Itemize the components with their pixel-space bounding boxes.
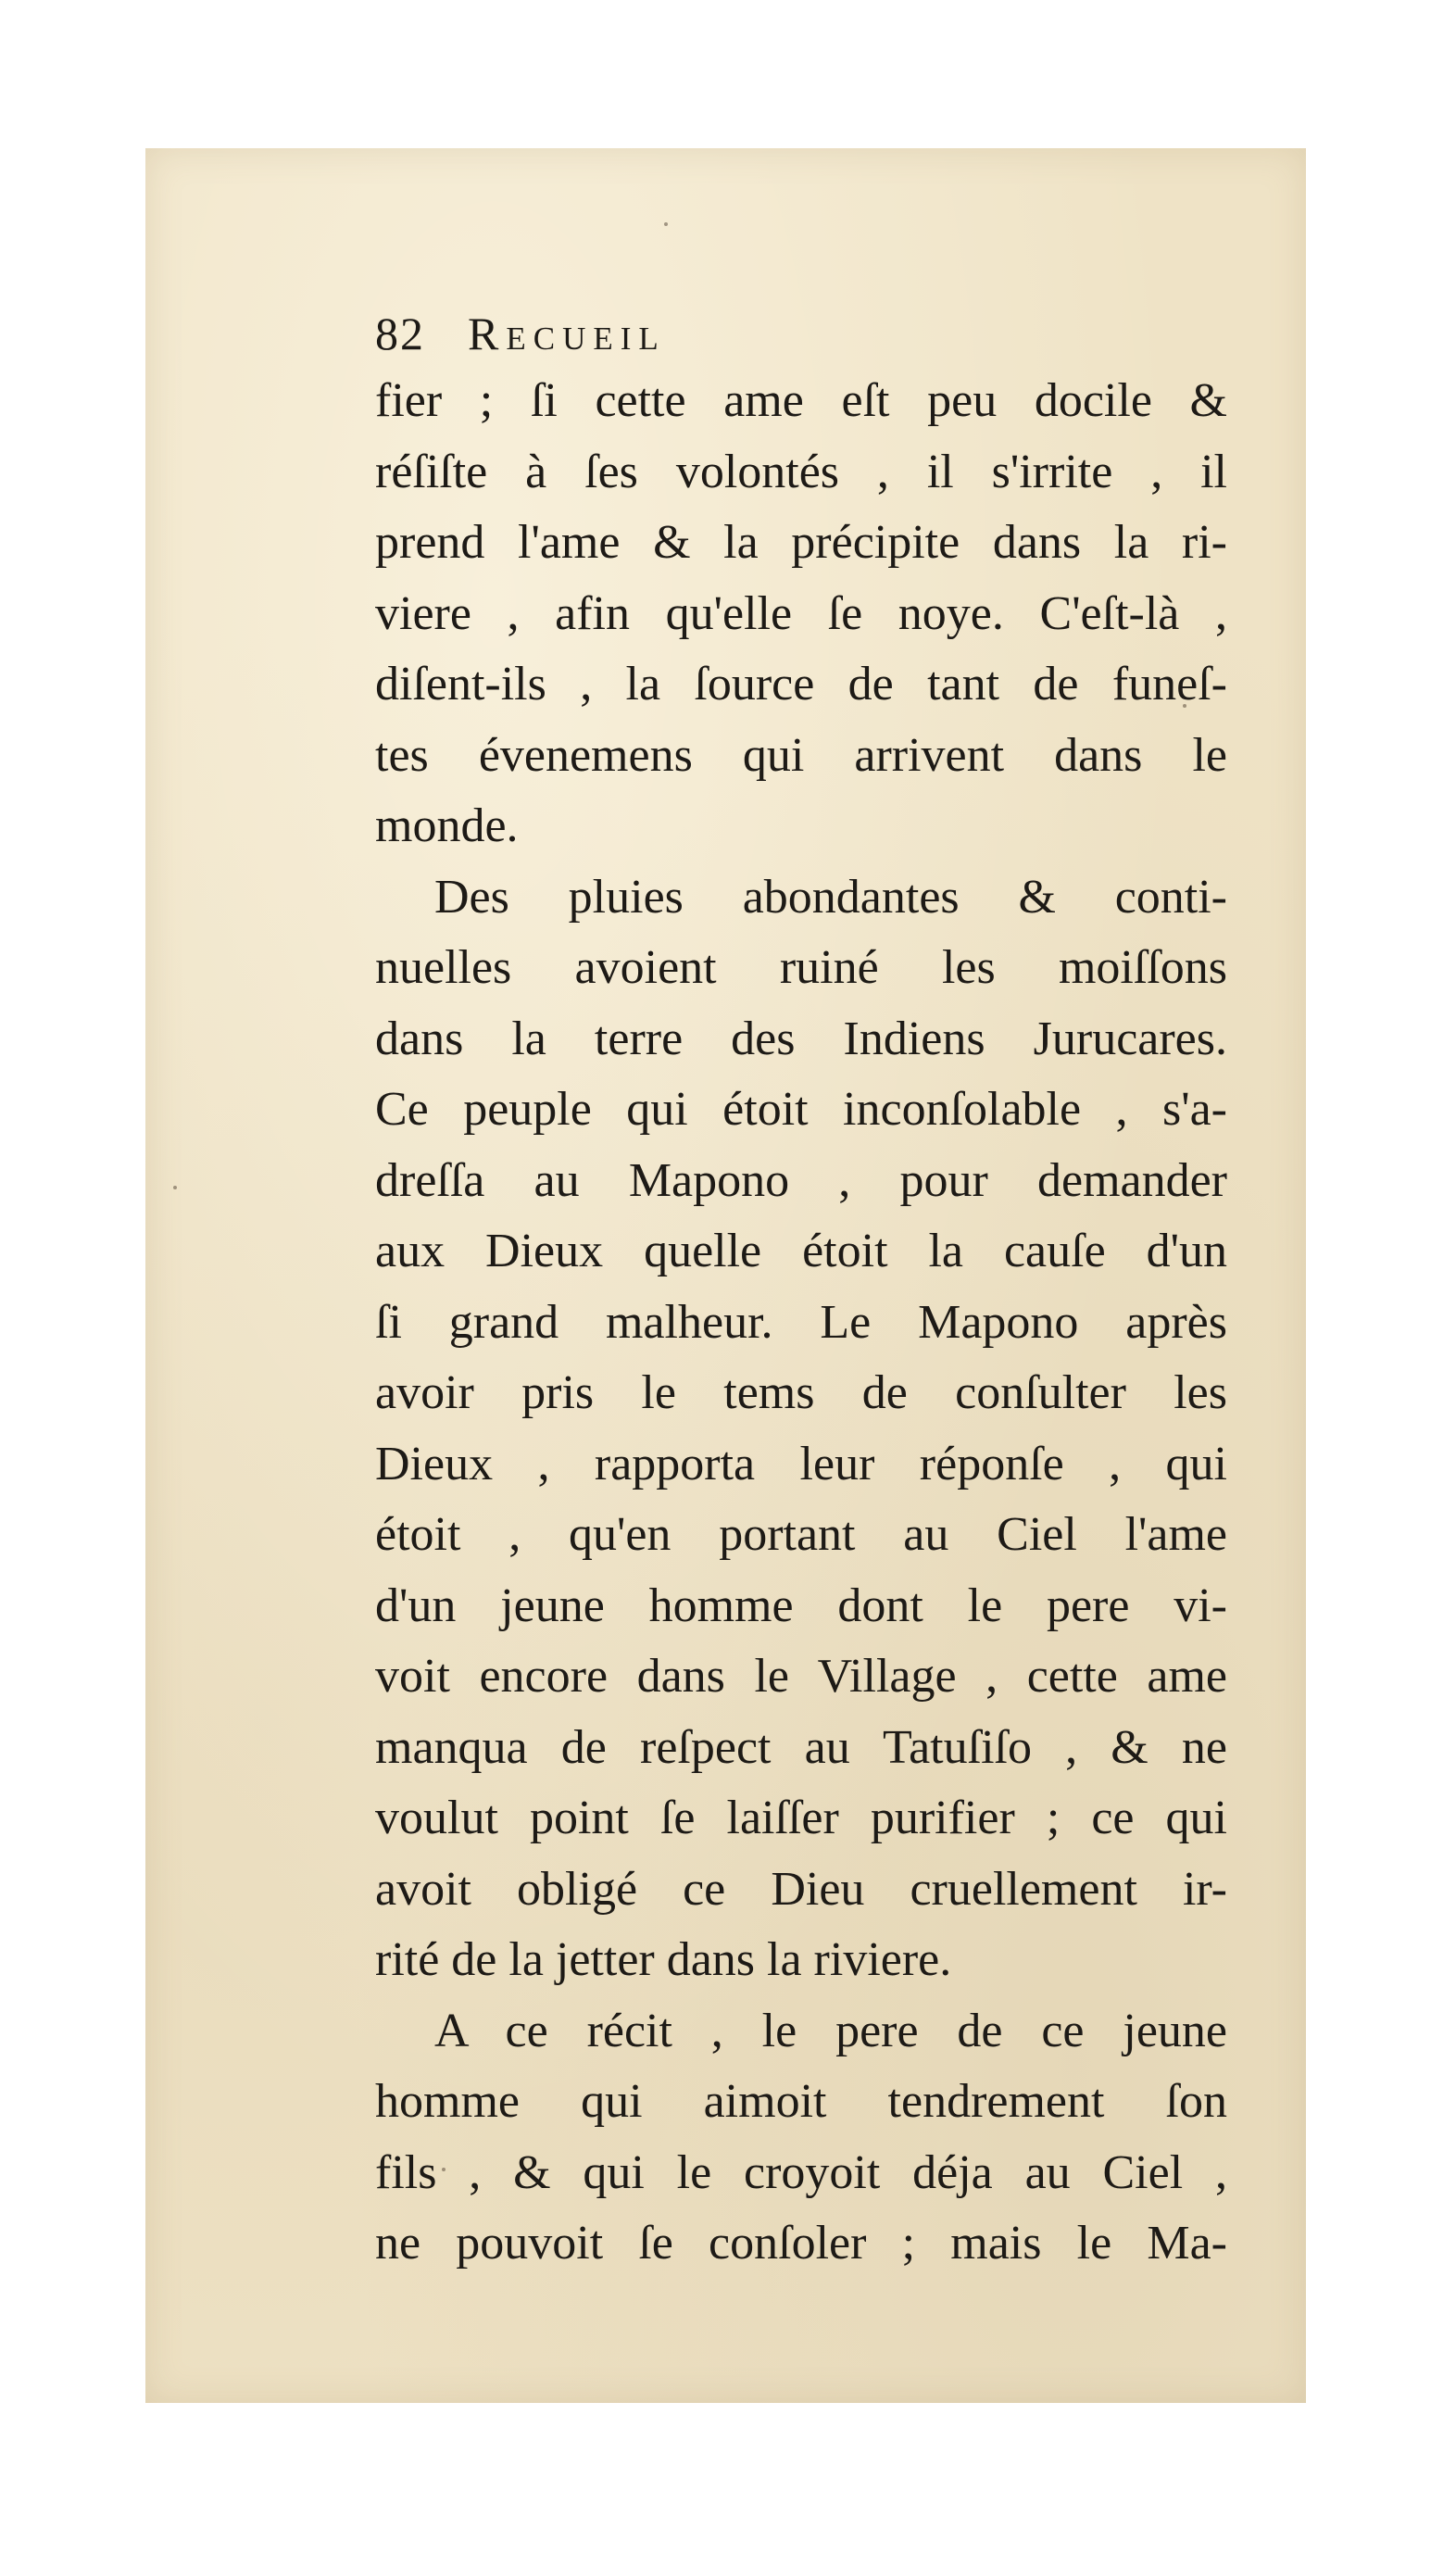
text-line: Dieux , rapporta leur réponſe , qui <box>375 1437 1227 1490</box>
text-line: A ce récit , le pere de ce jeune <box>434 2004 1227 2057</box>
text-line: homme qui aimoit tendrement ſon <box>375 2075 1227 2128</box>
text-line: Ce peuple qui étoit inconſolable , s'a- <box>375 1083 1227 1136</box>
text-line: étoit , qu'en portant au Ciel l'ame <box>375 1508 1227 1561</box>
text-line: réſiſte à ſes volontés , il s'irrite , il <box>375 445 1227 498</box>
page-number: 82 <box>375 308 425 359</box>
text-line: diſent-ils , la ſource de tant de funeſ- <box>375 658 1227 711</box>
text-line: nuelles avoient ruiné les moiſſons <box>375 941 1227 994</box>
text-line: aux Dieux quelle étoit la cauſe d'un <box>375 1225 1227 1277</box>
text-line: avoir pris le tems de conſulter les <box>375 1366 1227 1419</box>
text-line: ne pouvoit ſe conſoler ; mais le Ma- <box>375 2217 1227 2270</box>
text-line: viere , afin qu'elle ſe noye. C'eſt-là , <box>375 586 1227 640</box>
text-line: rité de la jetter dans la riviere. <box>375 1933 952 1986</box>
running-head: Recueil <box>468 308 666 359</box>
body-text <box>375 366 1227 2280</box>
book-page <box>145 148 1306 2403</box>
text-line: voulut point ſe laiſſer purifier ; ce qui <box>375 1792 1227 1844</box>
text-line: avoit obligé ce Dieu cruellement ir- <box>375 1862 1227 1916</box>
text-line: dans la terre des Indiens Jurucares. <box>375 1012 1227 1065</box>
text-line: tes évenemens qui arrivent dans le <box>375 728 1227 782</box>
page-header <box>375 301 1209 366</box>
text-line: Des pluies abondantes & conti- <box>434 870 1227 924</box>
text-line: monde. <box>375 799 519 852</box>
text-line: ſi grand malheur. Le Mapono après <box>375 1295 1227 1349</box>
text-line: manqua de reſpect au Tatuſiſo , & ne <box>375 1720 1227 1774</box>
text-line: voit encore dans le Village , cette ame <box>375 1650 1227 1703</box>
text-line: fier ; ſi cette ame eſt peu docile & <box>375 374 1227 427</box>
text-line: prend l'ame & la précipite dans la ri- <box>375 516 1227 569</box>
text-line: d'un jeune homme dont le pere vi- <box>375 1578 1227 1632</box>
text-line: fils , & qui le croyoit déja au Ciel , <box>375 2145 1227 2199</box>
text-line: dreſſa au Mapono , pour demander <box>375 1153 1227 1207</box>
